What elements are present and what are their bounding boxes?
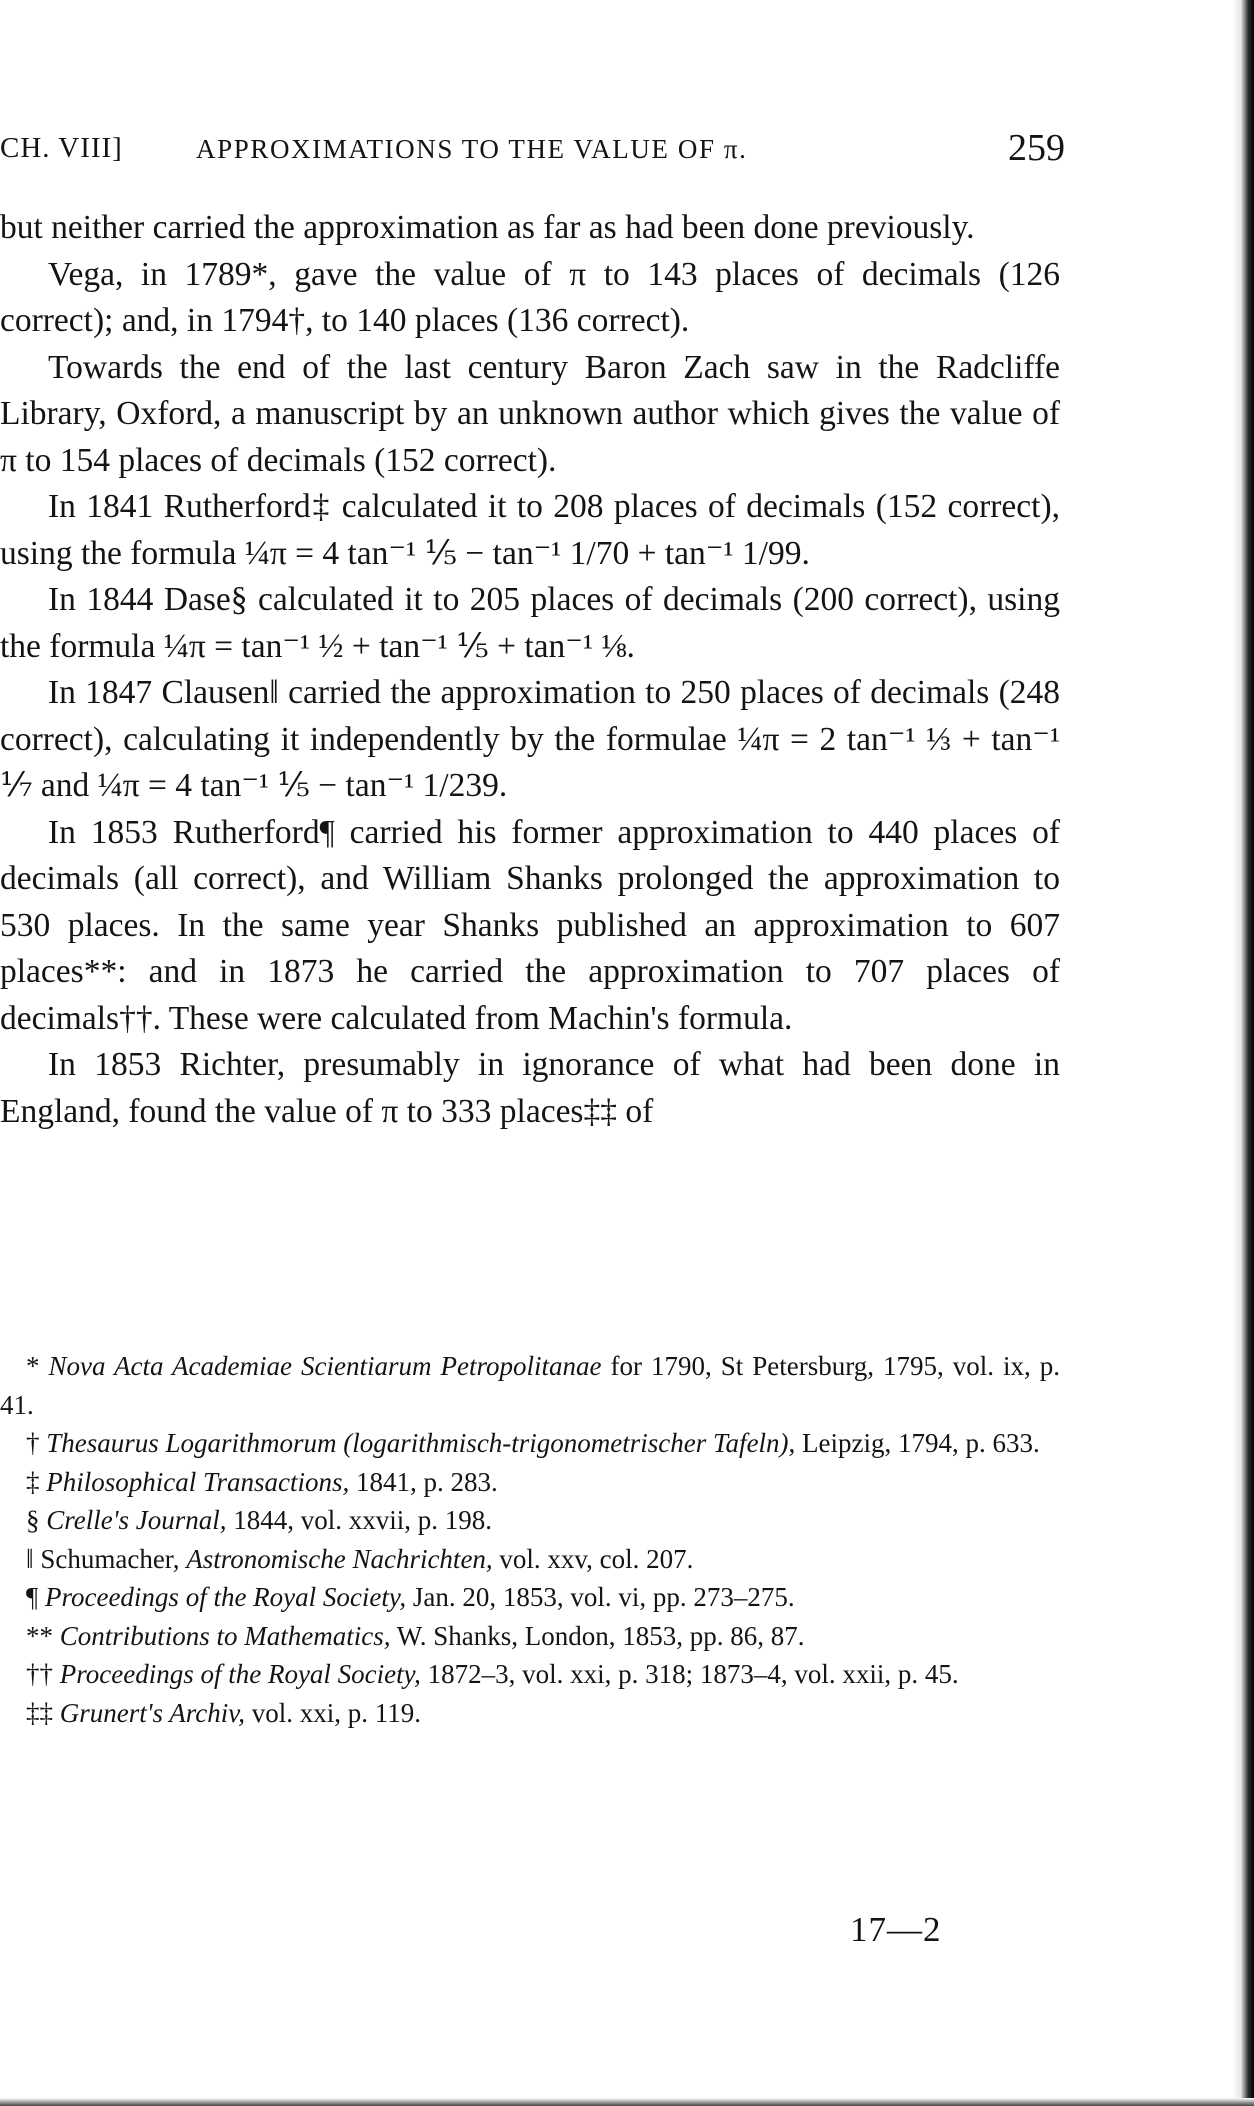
footnote-details: Jan. 20, 1853, vol. vi, pp. 273–275.	[412, 1582, 795, 1612]
running-header	[0, 127, 1065, 172]
footnote-author: Schumacher,	[40, 1543, 180, 1574]
footnote	[0, 1617, 1060, 1656]
signature-mark: 17—2	[850, 1910, 942, 1949]
footnote-mark: †	[26, 1428, 40, 1458]
paragraph-continuation: but neither carried the approximation as far as had been done previously.	[0, 209, 975, 246]
footnote-source: Contributions to Mathematics,	[59, 1620, 391, 1651]
footnote-details: for 1790, St Petersburg, 1795, vol. ix, p. 41.	[0, 1351, 1061, 1420]
paragraph-vega: Vega, in 1789*, gave the value of π to 143 places of decimals (126 correct); and, in 1794†, to 140 places (136 correct).	[0, 255, 1060, 339]
footnote-source: Crelle's Journal,	[46, 1505, 227, 1535]
footnote-mark: ‖	[26, 1543, 34, 1574]
footnote	[0, 1694, 1060, 1733]
footnote-mark: ††	[26, 1659, 53, 1689]
footnote-details: 1872–3, vol. xxi, p. 318; 1873–4, vol. xxii, p. 45.	[427, 1659, 959, 1689]
footnote	[0, 1424, 1060, 1463]
paragraph-rutherford-1841: In 1841 Rutherford‡ calculated it to 208 places of decimals (152 correct), using the formula ¼π = 4 tan⁻¹ ⅕ − tan⁻¹ 1/70 + tan⁻¹ 1/99.	[0, 488, 1060, 572]
running-title: APPROXIMATIONS TO THE VALUE OF π.	[196, 134, 748, 164]
paragraph-rutherford-shanks-1853: In 1853 Rutherford¶ carried his former approximation to 440 places of decimals (all correct), and William Shanks prolonged the approximation to 530 places. In the same year Shanks published an approximation to 607 places**: and in 1873 he carried the approximation to 707 places of decimals††. These were calculated from Machin's formula.	[0, 813, 1060, 1037]
footnotes	[0, 1347, 1060, 1732]
footnote-details: 1841, p. 283.	[356, 1466, 498, 1497]
footnote-mark: ¶	[26, 1582, 39, 1612]
footnote	[0, 1463, 1060, 1502]
footnote-details: W. Shanks, London, 1853, pp. 86, 87.	[396, 1620, 805, 1651]
footnote	[0, 1540, 1060, 1579]
footnote-mark: *	[26, 1351, 40, 1381]
footnote-mark: **	[26, 1620, 53, 1651]
footnote	[0, 1578, 1060, 1617]
paragraph-zach: Towards the end of the last century Baron Zach saw in the Radcliffe Library, Oxford, a manuscript by an unknown author which gives the value of π to 154 places of decimals (152 correct).	[0, 348, 1060, 479]
chapter-label: CH. VIII]	[0, 132, 123, 164]
footnote-mark: ‡‡	[26, 1697, 53, 1728]
footnote-details: vol. xxv, col. 207.	[499, 1543, 694, 1574]
footnote-details: vol. xxi, p. 119.	[251, 1697, 422, 1728]
footnote-source: Nova Acta Academiae Scientiarum Petropolitanae	[48, 1351, 602, 1381]
footnote-source: Grunert's Archiv,	[59, 1697, 246, 1728]
footnote-source: Thesaurus Logarithmorum (logarithmisch-trigonometrischer Tafeln),	[46, 1428, 796, 1458]
footnote	[0, 1347, 1060, 1424]
page-number: 259	[1008, 127, 1065, 169]
paragraph-richter-1853: In 1853 Richter, presumably in ignorance of what had been done in England, found the value of π to 333 places‡‡ of	[0, 1046, 1060, 1130]
page-bottom-shadow	[0, 2098, 1254, 2106]
footnote-source: Proceedings of the Royal Society,	[44, 1582, 407, 1612]
paragraph-clausen-1847: In 1847 Clausen‖ carried the approximation to 250 places of decimals (248 correct), calculating it independently by the formulae ¼π = 2 tan⁻¹ ⅓ + tan⁻¹ ⅐ and ¼π = 4 tan⁻¹ ⅕ − tan⁻¹ 1/239.	[0, 674, 1060, 804]
footnote-mark: §	[26, 1505, 40, 1535]
footnote-details: Leipzig, 1794, p. 633.	[802, 1428, 1040, 1458]
page-edge-shadow	[1232, 0, 1254, 2106]
footnote-source: Astronomische Nachrichten,	[186, 1543, 493, 1574]
main-text	[0, 205, 1060, 1135]
paragraph-dase-1844: In 1844 Dase§ calculated it to 205 places of decimals (200 correct), using the formula ¼π = tan⁻¹ ½ + tan⁻¹ ⅕ + tan⁻¹ ⅛.	[0, 581, 1060, 665]
footnote-details: 1844, vol. xxvii, p. 198.	[233, 1505, 493, 1535]
footnote-source: Proceedings of the Royal Society,	[59, 1659, 421, 1689]
footnote	[0, 1501, 1060, 1540]
footnote-source: Philosophical Transactions,	[46, 1466, 350, 1497]
footnote	[0, 1655, 1060, 1694]
footnote-mark: ‡	[26, 1466, 40, 1497]
